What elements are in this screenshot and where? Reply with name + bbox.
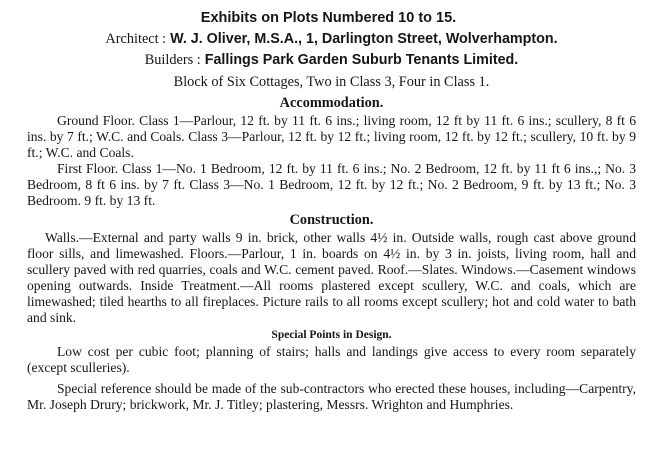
construction-heading: Construction. — [289, 212, 374, 228]
architect-label: Architect : — [105, 31, 167, 47]
ground-floor-paragraph: Ground Floor. Class 1—Parlour, 12 ft. by 11 ft. 6 ins.; living room, 12 ft by 11 ft. 6 ins.; scullery, 8 ft 6 ins. by 7 ft.; W.C. and Coals. Class 3—Parlour, 12 ft. by 12 ft.; living room, 12 ft. by 12 ft.; scullery, 10 ft. by 9 ft.; W.C. and Coals. — [27, 113, 636, 160]
builders-label: Builders : — [144, 52, 201, 68]
architect-line — [27, 29, 636, 50]
construction-paragraph: Walls.—External and party walls 9 in. brick, other walls 4½ in. Outside walls, rough cast above ground floor sills, and limewashed. Floors.—Parlour, 1 in. boards on 4½ in. by 3 in. joists, living room, hall and scullery paved with red quarries, coals and W.C. cement paved. Roof.—Slates. Windows.—Casement windows opening outwards. Inside Treatment.—All rooms plastered except scullery, W.C. and coals, which are limewashed; tiled hearths to all fireplaces. Picture rails to all rooms except scullery; hot and cold water to bath and sink. — [27, 230, 636, 325]
accommodation-heading: Accommodation. — [279, 95, 384, 111]
builders-value: Fallings Park Garden Suburb Tenants Limited. — [204, 52, 519, 68]
block-description: Block of Six Cottages, Two in Class 3, Four in Class 1. — [173, 74, 490, 90]
special-points-paragraph-2: Special reference should be made of the sub-contractors who erected these houses, including—Carpentry, Mr. Joseph Drury; brickwork, Mr. J. Titley; plastering, Messrs. Wrighton and Humphries. — [27, 381, 636, 412]
document-title: Exhibits on Plots Numbered 10 to 15. — [200, 10, 457, 26]
special-points-paragraph-1: Low cost per cubic foot; planning of stairs; halls and landings give access to every room separately (except sculleries). — [27, 344, 636, 375]
first-floor-paragraph: First Floor. Class 1—No. 1 Bedroom, 12 ft. by 11 ft. 6 ins.; No. 2 Bedroom, 12 ft. by 11 ft 6 ins.,; No. 3 Bedroom, 8 ft 6 ins. by 7 ft. Class 3—No. 1 Bedroom, 12 ft. by 12 ft.; No. 2 Bedroom, 9 ft. by 13 ft.; No. 3 Bedroom. 9 ft. by 13 ft. — [27, 161, 636, 208]
architect-value: W. J. Oliver, M.S.A., 1, Darlington Street, Wolverhampton. — [170, 31, 558, 47]
special-points-heading: Special Points in Design. — [271, 329, 392, 341]
builders-line — [27, 50, 636, 71]
